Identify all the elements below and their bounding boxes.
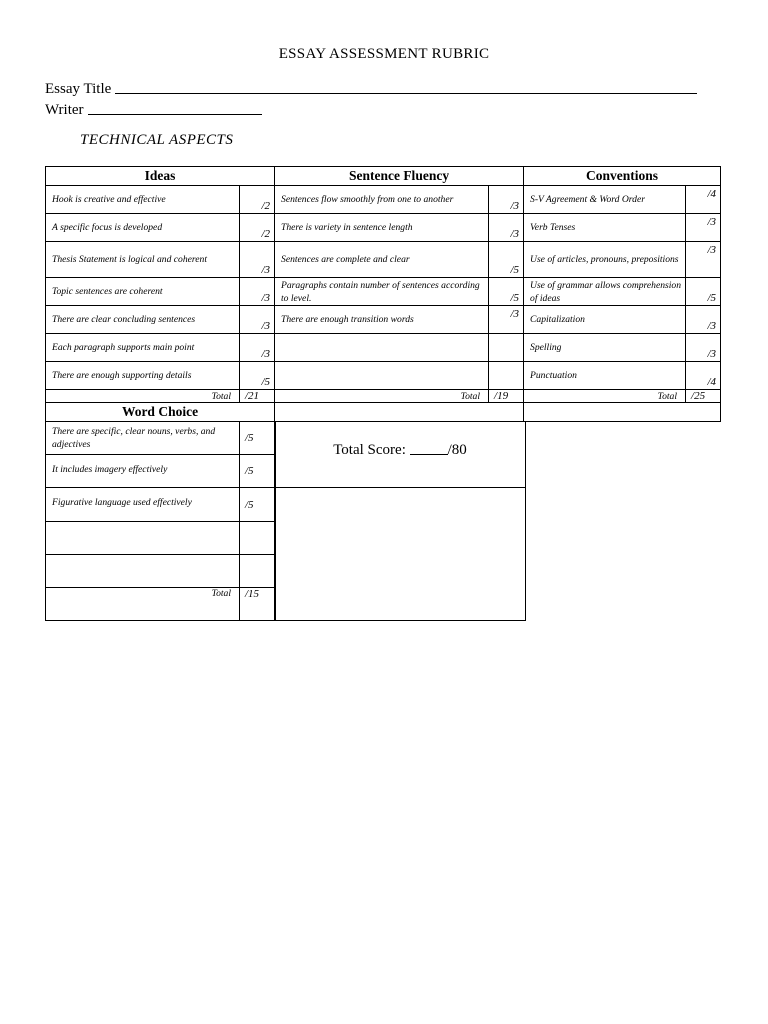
table-row [46, 488, 276, 522]
word-choice-total-points: /15 [240, 588, 276, 621]
conventions-points: /3 [686, 334, 721, 362]
ideas-criterion: There are clear concluding sentences [46, 306, 240, 334]
table-row [46, 555, 276, 588]
total-score-cell [275, 422, 526, 488]
total-score-label: Total Score: [333, 442, 406, 458]
conventions-points: /4 [686, 186, 721, 214]
empty-cell [275, 334, 489, 362]
ideas-points: /3 [240, 242, 275, 278]
ideas-header: Ideas [46, 167, 275, 186]
totals-row [46, 390, 721, 403]
essay-title-field[interactable] [45, 79, 697, 98]
empty-cell [275, 403, 524, 422]
writer-line[interactable] [88, 100, 262, 115]
total-score-blank[interactable] [410, 442, 448, 455]
empty-cell [46, 522, 240, 555]
section-title: TECHNICAL ASPECTS [80, 132, 234, 148]
writer-field[interactable] [45, 100, 262, 119]
word-choice-criterion: It includes imagery effectively [46, 455, 240, 488]
fluency-points: /3 [489, 306, 524, 334]
empty-cell [275, 362, 489, 390]
table-row [46, 242, 721, 278]
empty-cell [275, 488, 526, 621]
ideas-criterion: There are enough supporting details [46, 362, 240, 390]
fluency-criterion: Sentences are complete and clear [275, 242, 489, 278]
table-row [46, 422, 276, 455]
conventions-points: /5 [686, 278, 721, 306]
empty-cell [524, 403, 721, 422]
ideas-points: /2 [240, 186, 275, 214]
fluency-points: /3 [489, 186, 524, 214]
table-row [46, 186, 721, 214]
ideas-criterion: Thesis Statement is logical and coherent [46, 242, 240, 278]
empty-cell [240, 522, 276, 555]
table-row [46, 334, 721, 362]
ideas-criterion: Each paragraph supports main point [46, 334, 240, 362]
table-row [46, 455, 276, 488]
ideas-criterion: Hook is creative and effective [46, 186, 240, 214]
fluency-points: /5 [489, 242, 524, 278]
table-row [46, 306, 721, 334]
ideas-criterion: A specific focus is developed [46, 214, 240, 242]
conventions-criterion: Use of articles, pronouns, prepositions [524, 242, 686, 278]
ideas-total-label: Total [46, 390, 240, 403]
total-score-points: /80 [447, 442, 467, 458]
word-choice-header: Word Choice [46, 403, 275, 422]
header-row [46, 167, 721, 186]
fluency-points: /3 [489, 214, 524, 242]
fluency-total-label: Total [275, 390, 489, 403]
rubric-table [45, 166, 721, 422]
ideas-points: /5 [240, 362, 275, 390]
fluency-criterion: There is variety in sentence length [275, 214, 489, 242]
sentence-fluency-header: Sentence Fluency [275, 167, 524, 186]
word-choice-points: /5 [240, 422, 276, 455]
empty-cell [489, 362, 524, 390]
ideas-total-points: /21 [240, 390, 275, 403]
table-row [46, 522, 276, 555]
table-row [46, 278, 721, 306]
fluency-criterion: There are enough transition words [275, 306, 489, 334]
word-choice-points: /5 [240, 488, 276, 522]
conventions-points: /3 [686, 214, 721, 242]
conventions-criterion: Punctuation [524, 362, 686, 390]
essay-title-label: Essay Title [45, 81, 112, 97]
conventions-criterion: Verb Tenses [524, 214, 686, 242]
fluency-criterion: Sentences flow smoothly from one to another [275, 186, 489, 214]
writer-label: Writer [45, 102, 84, 118]
conventions-criterion: S-V Agreement & Word Order [524, 186, 686, 214]
word-choice-criterion: There are specific, clear nouns, verbs, and adjectives [46, 422, 240, 455]
ideas-points: /2 [240, 214, 275, 242]
word-choice-criterion: Figurative language used effectively [46, 488, 240, 522]
fluency-points: /5 [489, 278, 524, 306]
empty-cell [489, 334, 524, 362]
page-title: ESSAY ASSESSMENT RUBRIC [278, 46, 490, 62]
total-score-table [274, 421, 526, 621]
conventions-criterion: Use of grammar allows comprehension of ideas [524, 278, 686, 306]
conventions-points: /3 [686, 306, 721, 334]
fluency-total-points: /19 [489, 390, 524, 403]
word-choice-table [45, 421, 276, 621]
conventions-total-points: /25 [686, 390, 721, 403]
ideas-points: /3 [240, 278, 275, 306]
totals-row [46, 588, 276, 621]
conventions-total-label: Total [524, 390, 686, 403]
empty-cell [240, 555, 276, 588]
word-choice-header-row [46, 403, 721, 422]
essay-title-line[interactable] [115, 79, 697, 94]
conventions-criterion: Spelling [524, 334, 686, 362]
word-choice-total-label: Total [46, 588, 240, 621]
conventions-header: Conventions [524, 167, 721, 186]
conventions-points: /3 [686, 242, 721, 278]
table-row [46, 362, 721, 390]
ideas-criterion: Topic sentences are coherent [46, 278, 240, 306]
word-choice-points: /5 [240, 455, 276, 488]
conventions-points: /4 [686, 362, 721, 390]
empty-cell [46, 555, 240, 588]
fluency-criterion: Paragraphs contain number of sentences according to level. [275, 278, 489, 306]
conventions-criterion: Capitalization [524, 306, 686, 334]
table-row [46, 214, 721, 242]
ideas-points: /3 [240, 306, 275, 334]
ideas-points: /3 [240, 334, 275, 362]
